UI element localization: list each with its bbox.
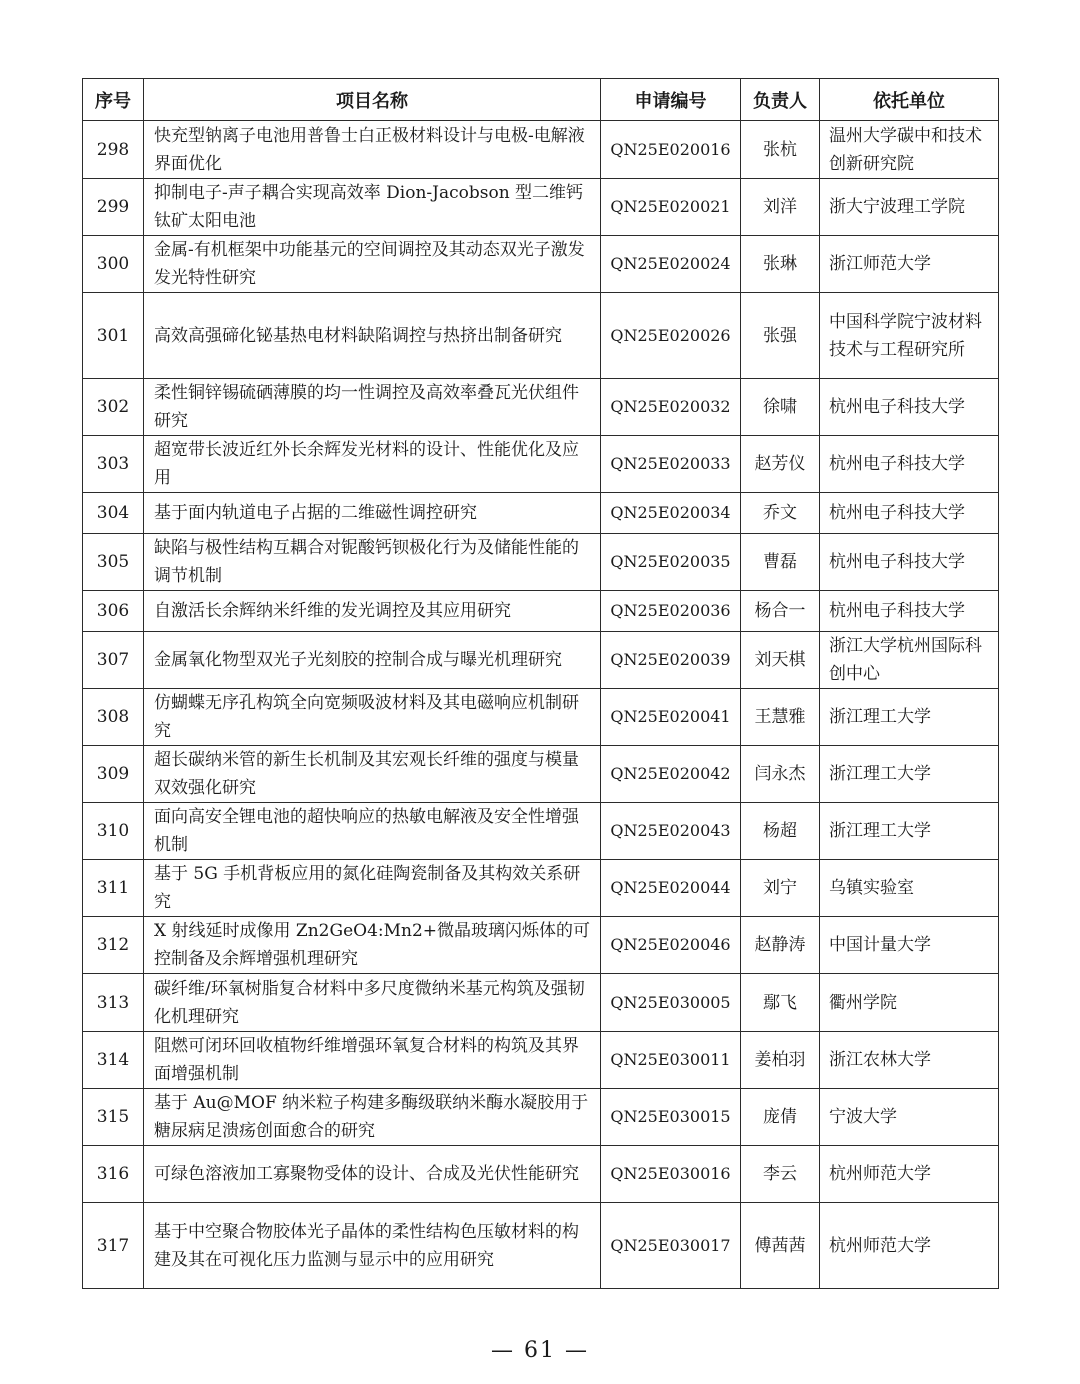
row-project-name: 超长碳纳米管的新生长机制及其宏观长纤维的强度与模量双效强化研究 <box>144 746 601 803</box>
row-application-code: QN25E020034 <box>601 493 741 534</box>
row-serial-number: 316 <box>83 1146 144 1203</box>
header-person-in-charge: 负责人 <box>741 79 820 121</box>
row-serial-number: 304 <box>83 493 144 534</box>
row-application-code: QN25E030017 <box>601 1203 741 1289</box>
row-person-in-charge: 刘洋 <box>741 179 820 236</box>
row-serial-number: 310 <box>83 803 144 860</box>
row-serial-number: 317 <box>83 1203 144 1289</box>
row-application-code: QN25E020036 <box>601 591 741 632</box>
row-application-code: QN25E020033 <box>601 436 741 493</box>
row-application-code: QN25E020041 <box>601 689 741 746</box>
table-row <box>83 534 999 591</box>
table-row <box>83 632 999 689</box>
row-project-name: 基于 5G 手机背板应用的氮化硅陶瓷制备及其构效关系研究 <box>144 860 601 917</box>
row-serial-number: 315 <box>83 1089 144 1146</box>
table-row <box>83 689 999 746</box>
row-person-in-charge: 闫永杰 <box>741 746 820 803</box>
row-serial-number: 311 <box>83 860 144 917</box>
row-person-in-charge: 李云 <box>741 1146 820 1203</box>
row-application-code: QN25E030005 <box>601 974 741 1032</box>
header-application-code: 申请编号 <box>601 79 741 121</box>
table-header-row <box>83 79 999 121</box>
row-project-name: 高效高强碲化铋基热电材料缺陷调控与热挤出制备研究 <box>144 293 601 379</box>
row-serial-number: 314 <box>83 1032 144 1089</box>
row-serial-number: 313 <box>83 974 144 1032</box>
row-host-unit: 浙江理工大学 <box>820 689 999 746</box>
row-host-unit: 杭州师范大学 <box>820 1203 999 1289</box>
row-project-name: 基于 Au@MOF 纳米粒子构建多酶级联纳米酶水凝胶用于糖尿病足溃疡创面愈合的研究 <box>144 1089 601 1146</box>
row-host-unit: 杭州电子科技大学 <box>820 493 999 534</box>
row-project-name: 快充型钠离子电池用普鲁士白正极材料设计与电极-电解液界面优化 <box>144 121 601 179</box>
row-host-unit: 杭州师范大学 <box>820 1146 999 1203</box>
row-host-unit: 浙江农林大学 <box>820 1032 999 1089</box>
table-row <box>83 917 999 974</box>
row-person-in-charge: 刘天棋 <box>741 632 820 689</box>
header-project-name: 项目名称 <box>144 79 601 121</box>
table-row <box>83 974 999 1032</box>
row-project-name: 面向高安全锂电池的超快响应的热敏电解液及安全性增强机制 <box>144 803 601 860</box>
row-person-in-charge: 傅茜茜 <box>741 1203 820 1289</box>
row-host-unit: 浙大宁波理工学院 <box>820 179 999 236</box>
row-host-unit: 杭州电子科技大学 <box>820 379 999 436</box>
row-application-code: QN25E020042 <box>601 746 741 803</box>
table-row <box>83 746 999 803</box>
table-row <box>83 1203 999 1289</box>
row-serial-number: 303 <box>83 436 144 493</box>
row-application-code: QN25E020044 <box>601 860 741 917</box>
row-project-name: 柔性铜锌锡硫硒薄膜的均一性调控及高效率叠瓦光伏组件研究 <box>144 379 601 436</box>
row-project-name: 超宽带长波近红外长余辉发光材料的设计、性能优化及应用 <box>144 436 601 493</box>
project-table <box>82 78 999 1289</box>
row-host-unit: 宁波大学 <box>820 1089 999 1146</box>
table-row <box>83 591 999 632</box>
table-row <box>83 493 999 534</box>
row-application-code: QN25E020024 <box>601 236 741 293</box>
row-application-code: QN25E020016 <box>601 121 741 179</box>
row-person-in-charge: 杨合一 <box>741 591 820 632</box>
row-project-name: 基于中空聚合物胶体光子晶体的柔性结构色压敏材料的构建及其在可视化压力监测与显示中的应用研究 <box>144 1203 601 1289</box>
table-row <box>83 1089 999 1146</box>
row-project-name: 碳纤维/环氧树脂复合材料中多尺度微纳米基元构筑及强韧化机理研究 <box>144 974 601 1032</box>
row-project-name: 自激活长余辉纳米纤维的发光调控及其应用研究 <box>144 591 601 632</box>
row-serial-number: 305 <box>83 534 144 591</box>
table-row <box>83 1032 999 1089</box>
row-host-unit: 中国计量大学 <box>820 917 999 974</box>
row-project-name: 阻燃可闭环回收植物纤维增强环氧复合材料的构筑及其界面增强机制 <box>144 1032 601 1089</box>
table-row <box>83 860 999 917</box>
row-person-in-charge: 张琳 <box>741 236 820 293</box>
row-application-code: QN25E020043 <box>601 803 741 860</box>
row-host-unit: 衢州学院 <box>820 974 999 1032</box>
row-person-in-charge: 张杭 <box>741 121 820 179</box>
row-project-name: 金属-有机框架中功能基元的空间调控及其动态双光子激发发光特性研究 <box>144 236 601 293</box>
header-serial-number: 序号 <box>83 79 144 121</box>
row-host-unit: 杭州电子科技大学 <box>820 534 999 591</box>
row-person-in-charge: 姜柏羽 <box>741 1032 820 1089</box>
table-body <box>83 121 999 1289</box>
row-serial-number: 309 <box>83 746 144 803</box>
row-project-name: X 射线延时成像用 Zn2GeO4:Mn2+微晶玻璃闪烁体的可控制备及余辉增强机理研究 <box>144 917 601 974</box>
row-host-unit: 杭州电子科技大学 <box>820 591 999 632</box>
row-person-in-charge: 赵芳仪 <box>741 436 820 493</box>
row-host-unit: 浙江理工大学 <box>820 746 999 803</box>
table-row <box>83 179 999 236</box>
row-host-unit: 中国科学院宁波材料技术与工程研究所 <box>820 293 999 379</box>
row-person-in-charge: 杨超 <box>741 803 820 860</box>
row-application-code: QN25E030011 <box>601 1032 741 1089</box>
row-serial-number: 306 <box>83 591 144 632</box>
row-project-name: 缺陷与极性结构互耦合对铌酸钙钡极化行为及储能性能的调节机制 <box>144 534 601 591</box>
row-project-name: 抑制电子-声子耦合实现高效率 Dion-Jacobson 型二维钙钛矿太阳电池 <box>144 179 601 236</box>
row-project-name: 基于面内轨道电子占据的二维磁性调控研究 <box>144 493 601 534</box>
row-host-unit: 杭州电子科技大学 <box>820 436 999 493</box>
row-person-in-charge: 徐啸 <box>741 379 820 436</box>
row-application-code: QN25E020021 <box>601 179 741 236</box>
header-host-unit: 依托单位 <box>820 79 999 121</box>
row-host-unit: 浙江师范大学 <box>820 236 999 293</box>
row-project-name: 仿蝴蝶无序孔构筑全向宽频吸波材料及其电磁响应机制研究 <box>144 689 601 746</box>
row-host-unit: 乌镇实验室 <box>820 860 999 917</box>
row-person-in-charge: 鄢飞 <box>741 974 820 1032</box>
row-application-code: QN25E020035 <box>601 534 741 591</box>
row-host-unit: 浙江理工大学 <box>820 803 999 860</box>
row-project-name: 可绿色溶液加工寡聚物受体的设计、合成及光伏性能研究 <box>144 1146 601 1203</box>
row-person-in-charge: 张强 <box>741 293 820 379</box>
table-row <box>83 121 999 179</box>
row-serial-number: 312 <box>83 917 144 974</box>
row-project-name: 金属氧化物型双光子光刻胶的控制合成与曝光机理研究 <box>144 632 601 689</box>
row-serial-number: 301 <box>83 293 144 379</box>
table-row <box>83 1146 999 1203</box>
row-serial-number: 298 <box>83 121 144 179</box>
row-serial-number: 299 <box>83 179 144 236</box>
row-person-in-charge: 乔文 <box>741 493 820 534</box>
row-person-in-charge: 刘宁 <box>741 860 820 917</box>
row-serial-number: 308 <box>83 689 144 746</box>
row-person-in-charge: 王慧雅 <box>741 689 820 746</box>
row-person-in-charge: 赵静涛 <box>741 917 820 974</box>
row-person-in-charge: 曹磊 <box>741 534 820 591</box>
row-application-code: QN25E030016 <box>601 1146 741 1203</box>
table-row <box>83 436 999 493</box>
row-application-code: QN25E030015 <box>601 1089 741 1146</box>
table-row <box>83 293 999 379</box>
table-row <box>83 236 999 293</box>
row-application-code: QN25E020032 <box>601 379 741 436</box>
row-application-code: QN25E020046 <box>601 917 741 974</box>
row-application-code: QN25E020026 <box>601 293 741 379</box>
row-application-code: QN25E020039 <box>601 632 741 689</box>
row-serial-number: 300 <box>83 236 144 293</box>
row-person-in-charge: 庞倩 <box>741 1089 820 1146</box>
row-host-unit: 浙江大学杭州国际科创中心 <box>820 632 999 689</box>
table-row <box>83 379 999 436</box>
row-serial-number: 307 <box>83 632 144 689</box>
page-number: — 61 — <box>491 1338 589 1363</box>
row-serial-number: 302 <box>83 379 144 436</box>
row-host-unit: 温州大学碳中和技术创新研究院 <box>820 121 999 179</box>
table-row <box>83 803 999 860</box>
